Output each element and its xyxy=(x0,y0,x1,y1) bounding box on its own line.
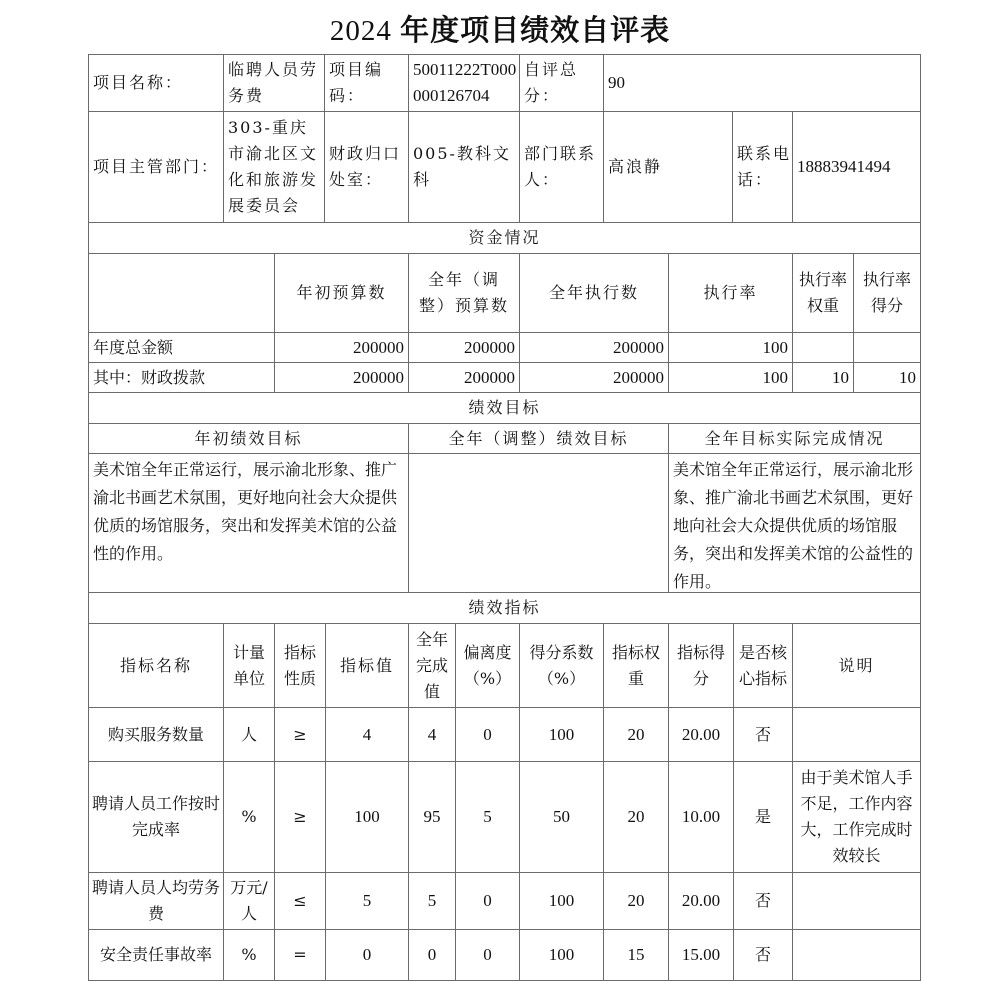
phone-value: 18883941494 xyxy=(792,111,921,223)
ind-cell-actual: 95 xyxy=(408,761,456,873)
goals-header-actual: 全年目标实际完成情况 xyxy=(668,423,921,454)
ind-cell-name: 聘请人员工作按时完成率 xyxy=(88,761,224,873)
ind-cell-target: 5 xyxy=(325,872,409,930)
ind-cell-coef: 50 xyxy=(519,761,604,873)
funds-row-adjusted: 200000 xyxy=(408,332,520,363)
ind-cell-actual: 5 xyxy=(408,872,456,930)
self-score-label: 自评总分： xyxy=(519,54,604,112)
ind-cell-weight: 20 xyxy=(603,761,669,873)
ind-header-deviation: 偏离度（%） xyxy=(455,623,520,708)
ind-cell-deviation: 5 xyxy=(455,761,520,873)
ind-cell-core: 是 xyxy=(733,761,793,873)
ind-cell-nature: ≥ xyxy=(274,707,326,762)
ind-cell-deviation: 0 xyxy=(455,872,520,930)
goals-section-title: 绩效目标 xyxy=(88,392,921,424)
ind-cell-coef: 100 xyxy=(519,872,604,930)
ind-cell-name: 聘请人员人均劳务费 xyxy=(88,872,224,930)
ind-cell-actual: 0 xyxy=(408,929,456,981)
funds-row-rate: 100 xyxy=(668,362,793,393)
funds-row-executed: 200000 xyxy=(519,362,669,393)
ind-cell-core: 否 xyxy=(733,929,793,981)
goals-adjusted-text xyxy=(408,453,669,593)
funds-row-executed: 200000 xyxy=(519,332,669,363)
ind-cell-unit: 人 xyxy=(223,707,275,762)
funds-row-initial: 200000 xyxy=(274,362,409,393)
contact-label: 部门联系人： xyxy=(519,111,604,223)
project-name-label: 项目名称： xyxy=(88,54,224,112)
project-code-label: 项目编码： xyxy=(324,54,409,112)
funds-row-weight: 10 xyxy=(792,362,854,393)
ind-header-score: 指标得分 xyxy=(668,623,734,708)
funds-header-adjusted: 全年（调整）预算数 xyxy=(408,253,520,333)
ind-cell-name: 购买服务数量 xyxy=(88,707,224,762)
ind-cell-deviation: 0 xyxy=(455,707,520,762)
goals-header-initial: 年初绩效目标 xyxy=(88,423,409,454)
funds-header-blank xyxy=(88,253,275,333)
ind-cell-unit: % xyxy=(223,761,275,873)
ind-cell-note xyxy=(792,929,921,981)
ind-cell-weight: 20 xyxy=(603,872,669,930)
ind-cell-name: 安全责任事故率 xyxy=(88,929,224,981)
department-label: 项目主管部门： xyxy=(88,111,224,223)
ind-cell-weight: 15 xyxy=(603,929,669,981)
ind-cell-target: 0 xyxy=(325,929,409,981)
ind-cell-score: 15.00 xyxy=(668,929,734,981)
ind-cell-note: 由于美术馆人手不足，工作内容大，工作完成时效较长 xyxy=(792,761,921,873)
ind-cell-note xyxy=(792,707,921,762)
goals-actual-text: 美术馆全年正常运行，展示渝北形象、推广渝北书画艺术氛围，更好地向社会大众提供优质的场馆服务，突出和发挥美术馆的公益性的作用。 xyxy=(668,453,921,593)
ind-cell-deviation: 0 xyxy=(455,929,520,981)
funds-row-label: 年度总金额 xyxy=(88,332,275,363)
funds-header-weight: 执行率权重 xyxy=(792,253,854,333)
ind-cell-score: 10.00 xyxy=(668,761,734,873)
ind-cell-coef: 100 xyxy=(519,929,604,981)
goals-initial-text: 美术馆全年正常运行，展示渝北形象、推广渝北书画艺术氛围，更好地向社会大众提供优质的场馆服务，突出和发挥美术馆的公益性的作用。 xyxy=(88,453,409,593)
ind-header-target: 指标值 xyxy=(325,623,409,708)
indicators-section-title: 绩效指标 xyxy=(88,592,921,624)
ind-header-coef: 得分系数（%） xyxy=(519,623,604,708)
self-score-value: 90 xyxy=(603,54,921,112)
finance-office-label: 财政归口处室： xyxy=(324,111,409,223)
ind-cell-core: 否 xyxy=(733,707,793,762)
ind-cell-core: 否 xyxy=(733,872,793,930)
project-code-value: 50011222T000000126704 xyxy=(408,54,520,112)
ind-cell-coef: 100 xyxy=(519,707,604,762)
goals-header-adjusted: 全年（调整）绩效目标 xyxy=(408,423,669,454)
funds-row-label: 其中：财政拨款 xyxy=(88,362,275,393)
ind-header-nature: 指标性质 xyxy=(274,623,326,708)
funds-row-score: 10 xyxy=(853,362,921,393)
ind-header-note: 说明 xyxy=(792,623,921,708)
funds-section-title: 资金情况 xyxy=(88,222,921,254)
department-value: 303-重庆市渝北区文化和旅游发展委员会 xyxy=(223,111,325,223)
contact-value: 高浪静 xyxy=(603,111,733,223)
ind-cell-unit: 万元/人 xyxy=(223,872,275,930)
funds-row-adjusted: 200000 xyxy=(408,362,520,393)
funds-row-rate: 100 xyxy=(668,332,793,363)
phone-label: 联系电话： xyxy=(732,111,793,223)
funds-row-initial: 200000 xyxy=(274,332,409,363)
ind-header-core: 是否核心指标 xyxy=(733,623,793,708)
funds-header-score: 执行率得分 xyxy=(853,253,921,333)
ind-header-unit: 计量单位 xyxy=(223,623,275,708)
ind-cell-unit: % xyxy=(223,929,275,981)
ind-cell-score: 20.00 xyxy=(668,872,734,930)
funds-header-rate: 执行率 xyxy=(668,253,793,333)
finance-office-value: 005-教科文科 xyxy=(408,111,520,223)
ind-cell-score: 20.00 xyxy=(668,707,734,762)
project-name-value: 临聘人员劳务费 xyxy=(223,54,325,112)
ind-cell-actual: 4 xyxy=(408,707,456,762)
funds-header-initial: 年初预算数 xyxy=(274,253,409,333)
ind-cell-nature: ≥ xyxy=(274,761,326,873)
funds-row-weight xyxy=(792,332,854,363)
ind-header-name: 指标名称 xyxy=(88,623,224,708)
funds-header-executed: 全年执行数 xyxy=(519,253,669,333)
funds-row-score xyxy=(853,332,921,363)
ind-cell-target: 100 xyxy=(325,761,409,873)
ind-cell-note xyxy=(792,872,921,930)
ind-cell-weight: 20 xyxy=(603,707,669,762)
ind-cell-nature: ≤ xyxy=(274,872,326,930)
ind-cell-target: 4 xyxy=(325,707,409,762)
ind-cell-nature: = xyxy=(274,929,326,981)
page-title: 2024 年度项目绩效自评表 xyxy=(329,15,671,47)
ind-header-weight: 指标权重 xyxy=(603,623,669,708)
ind-header-actual: 全年完成值 xyxy=(408,623,456,708)
